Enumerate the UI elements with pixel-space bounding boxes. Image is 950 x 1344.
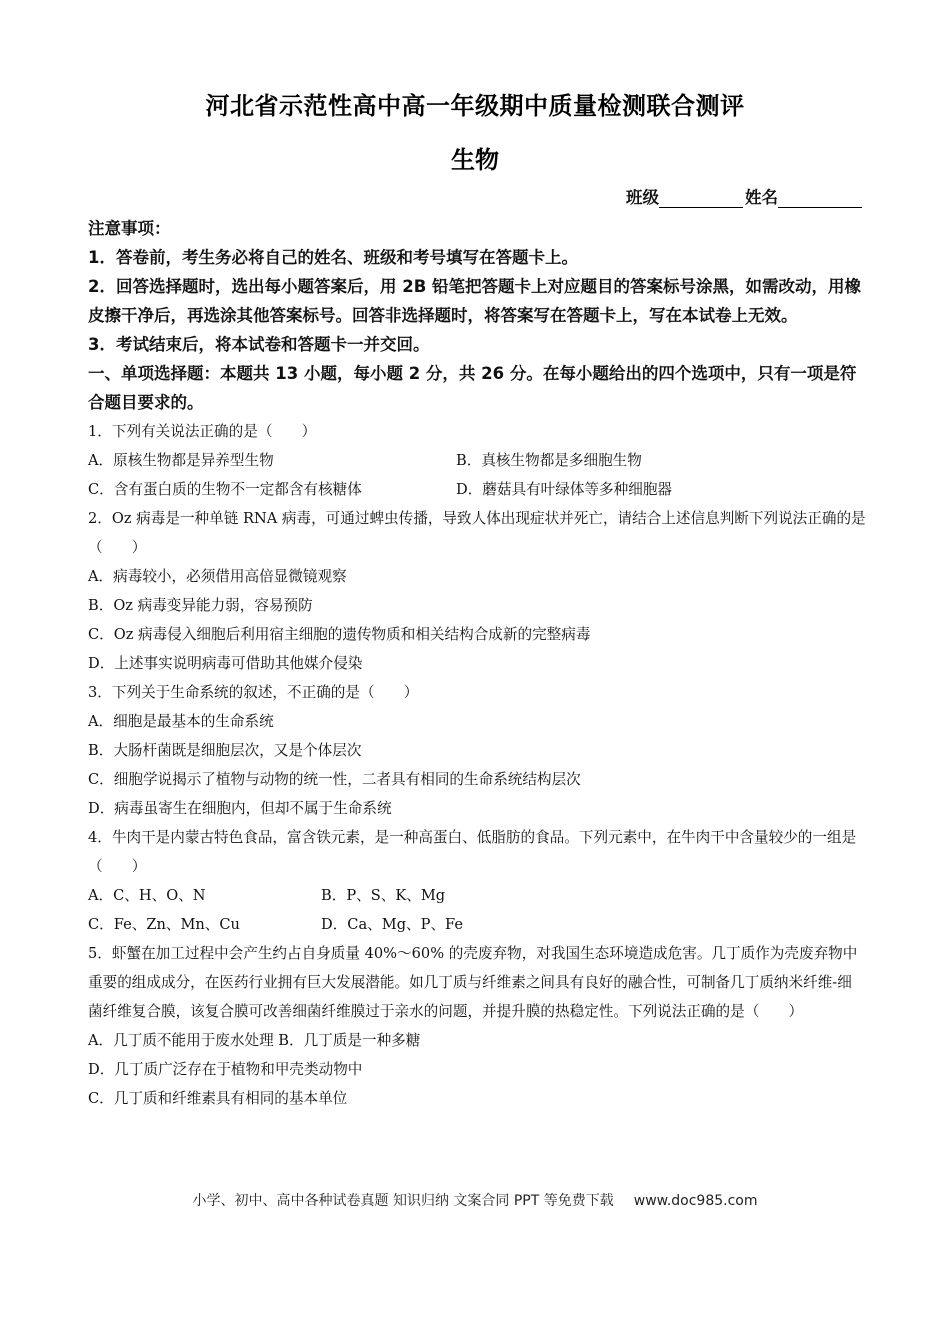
section-heading: 一、单项选择题：本题共 13 小题，每小题 2 分，共 26 分。在每小题给出的四个选项中，只有一项是符合题目要求的。 (88, 364, 857, 412)
question-2-option-d: D．上述事实说明病毒可借助其他媒介侵染 (88, 655, 363, 672)
subject-title: 生物 (451, 146, 499, 174)
question-1-options-row-2 (88, 475, 866, 504)
question-2-option-b: B．Oz 病毒变异能力弱，容易预防 (88, 597, 313, 614)
question-1-options-row-1 (88, 446, 866, 475)
question-4-stem: 4．牛肉干是内蒙古特色食品，富含铁元素，是一种高蛋白、低脂肪的食品。下列元素中，在牛肉干中含量较少的一组是（ ） (88, 829, 857, 875)
name-label: 姓名 (745, 188, 778, 207)
name-blank (778, 189, 862, 208)
question-2-stem: 2．Oz 病毒是一种单链 RNA 病毒，可通过蜱虫传播，导致人体出现症状并死亡，请结合上述信息判断下列说法正确的是（ ） (88, 510, 866, 556)
notice-heading: 注意事项： (88, 219, 171, 238)
question-1-option-d: D．蘑菇具有叶绿体等多种细胞器 (456, 481, 673, 498)
class-blank (659, 189, 743, 208)
footer-url[interactable]: www.doc985.com (633, 1193, 758, 1209)
question-3-option-b: B．大肠杆菌既是细胞层次，又是个体层次 (88, 742, 362, 759)
question-4-option-d: D．Ca、Mg、P、Fe (321, 916, 464, 933)
question-3-option-c: C．细胞学说揭示了植物与动物的统一性，二者具有相同的生命系统结构层次 (88, 771, 581, 788)
question-4-options-row-1 (88, 881, 866, 910)
exam-content (88, 214, 866, 1113)
question-4-option-a: A．C、H、O、N (88, 887, 206, 904)
question-5-option-c: C．几丁质和纤维素具有相同的基本单位 (88, 1090, 348, 1107)
footer-text: 小学、初中、高中各种试卷真题 知识归纳 文案合同 PPT 等免费下载 (192, 1193, 614, 1209)
question-5-stem: 5．虾蟹在加工过程中会产生约占自身质量 40%～60% 的壳废弃物，对我国生态环境造成危害。几丁质作为壳废弃物中重要的组成成分，在医药行业拥有巨大发展潜能。如几丁质与纤维素之间具有良好的融合性，可制备几丁质纳米纤维-细菌纤维复合膜，该复合膜可改善细菌纤维膜过于亲水的问题，并提升膜的热稳定性。下列说法正确的是（ ） (88, 945, 858, 1020)
exam-title: 河北省示范性高中高一年级期中质量检测联合测评 (205, 92, 745, 120)
question-5-option-ab: A．几丁质不能用于废水处理 B．几丁质是一种多糖 (88, 1032, 421, 1049)
question-1-option-a: A．原核生物都是异养型生物 (88, 452, 274, 469)
notice-item-1: 1．答卷前，考生务必将自己的姓名、班级和考号填写在答题卡上。 (88, 248, 578, 267)
notice-item-3: 3．考试结束后，将本试卷和答题卡一并交回。 (88, 335, 430, 354)
question-1-option-b: B．真核生物都是多细胞生物 (456, 452, 642, 469)
question-4-option-c: C．Fe、Zn、Mn、Cu (88, 916, 240, 933)
question-1-stem: 1．下列有关说法正确的是（ ） (88, 423, 317, 440)
question-3-option-d: D．病毒虽寄生在细胞内，但却不属于生命系统 (88, 800, 392, 817)
question-5-option-d: D．几丁质广泛存在于植物和甲壳类动物中 (88, 1061, 363, 1078)
page-footer (0, 1190, 950, 1210)
question-4-options-row-2 (88, 910, 866, 939)
class-label: 班级 (626, 188, 659, 207)
notice-item-2: 2．回答选择题时，选出每小题答案后，用 2B 铅笔把答题卡上对应题目的答案标号涂黑，如需改动，用橡皮擦干净后，再选涂其他答案标号。回答非选择题时，将答案写在答题卡上，写在本试卷上无效。 (88, 277, 862, 325)
question-1-option-c: C．含有蛋白质的生物不一定都含有核糖体 (88, 481, 362, 498)
question-3-option-a: A．细胞是最基本的生命系统 (88, 713, 274, 730)
class-name-fields (626, 184, 864, 208)
question-2-option-a: A．病毒较小，必须借用高倍显微镜观察 (88, 568, 347, 585)
question-4-option-b: B．P、S、K、Mg (321, 887, 446, 904)
question-2-option-c: C．Oz 病毒侵入细胞后利用宿主细胞的遗传物质和相关结构合成新的完整病毒 (88, 626, 591, 643)
question-3-stem: 3．下列关于生命系统的叙述，不正确的是（ ） (88, 684, 419, 701)
